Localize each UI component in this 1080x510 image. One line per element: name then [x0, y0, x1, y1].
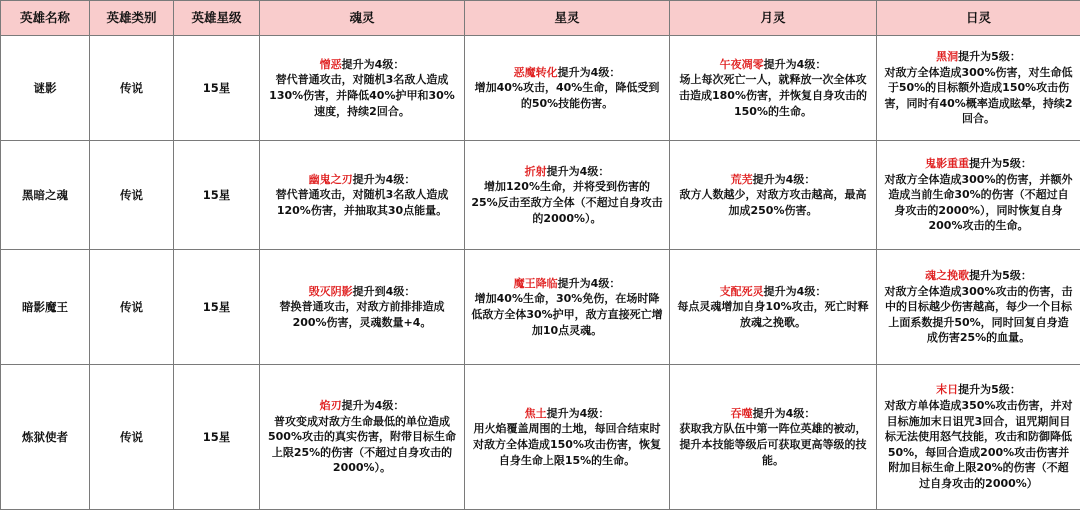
skill-desc: 增加40%攻击，40%生命，降低受到的50%技能伤害。 — [475, 81, 660, 110]
star-spirit-cell — [465, 250, 670, 365]
skill-desc: 替代普通攻击，对随机3名敌人造成120%伤害，并抽取其30点能量。 — [276, 188, 449, 217]
skill-name: 魔王降临 — [514, 277, 558, 290]
table-row — [1, 36, 1080, 141]
skill-level: 提升为4级： — [342, 399, 405, 412]
skill-name: 折射 — [525, 165, 547, 178]
skill-name: 毁灭阴影 — [309, 285, 353, 298]
moon-spirit-cell — [670, 141, 877, 250]
sun-spirit-cell — [877, 250, 1080, 365]
skill-level: 提升到4级： — [353, 285, 416, 298]
hero-star-cell: 15星 — [174, 365, 260, 510]
star-spirit-cell — [465, 365, 670, 510]
skill-name: 支配死灵 — [720, 285, 764, 298]
moon-spirit-cell — [670, 36, 877, 141]
skill-desc: 替代普通攻击，对随机3名敌人造成130%伤害，并降低40%护甲和30%速度，持续2回合。 — [269, 73, 455, 117]
header-moon-spirit: 月灵 — [670, 1, 877, 36]
star-spirit-cell — [465, 141, 670, 250]
soul-spirit-cell — [260, 250, 465, 365]
moon-spirit-cell — [670, 365, 877, 510]
soul-spirit-cell — [260, 141, 465, 250]
sun-spirit-cell — [877, 141, 1080, 250]
hero-type-cell: 传说 — [90, 36, 174, 141]
hero-type-cell: 传说 — [90, 141, 174, 250]
soul-spirit-cell — [260, 36, 465, 141]
skill-name: 末日 — [936, 383, 958, 396]
skill-level: 提升为4级： — [547, 407, 610, 420]
skill-level: 提升为4级： — [342, 58, 405, 71]
skill-desc: 增加40%生命，30%免伤，在场时降低敌方全体30%护甲，敌方直接死亡增加10点灵魂。 — [471, 292, 662, 336]
skill-desc: 敌方人数越少，对敌方攻击越高，最高加成250%伤害。 — [680, 188, 867, 217]
skill-name: 黑洞 — [936, 50, 958, 63]
skill-desc: 每点灵魂增加自身10%攻击，死亡时释放魂之挽歌。 — [677, 300, 868, 329]
skill-desc: 对敌方单体造成350%攻击伤害，并对目标施加末日诅咒3回合，诅咒期间目标无法使用怒气技能，攻击和防御降低50%，每回合造成200%攻击伤害并附加目标生命上限20%的伤害（不超过自身攻击的2000%） — [885, 399, 1073, 490]
skill-desc: 增加120%生命，并将受到伤害的25%反击至敌方全体（不超过自身攻击的2000%）。 — [471, 180, 662, 224]
skill-name: 鬼影重重 — [925, 157, 969, 170]
skill-name: 荒芜 — [731, 173, 753, 186]
skill-desc: 获取我方队伍中第一阵位英雄的被动，提升本技能等级后可获取更高等级的技能。 — [680, 422, 867, 466]
skill-level: 提升为5级： — [969, 157, 1032, 170]
skill-level: 提升为5级： — [969, 269, 1032, 282]
hero-type-cell: 传说 — [90, 250, 174, 365]
header-star-spirit: 星灵 — [465, 1, 670, 36]
hero-star-cell: 15星 — [174, 36, 260, 141]
skill-level: 提升为4级： — [753, 407, 816, 420]
skill-name: 吞噬 — [731, 407, 753, 420]
skill-desc: 场上每次死亡一人，就释放一次全体攻击造成180%伤害，并恢复自身攻击的150%的生命。 — [679, 73, 867, 117]
skill-level: 提升为4级： — [764, 285, 827, 298]
skill-desc: 用火焰覆盖周围的土地，每回合结束时对敌方全体造成150%攻击伤害，恢复自身生命上限15%的生命。 — [473, 422, 661, 466]
header-sun-spirit: 日灵 — [877, 1, 1080, 36]
hero-star-cell: 15星 — [174, 250, 260, 365]
soul-spirit-cell — [260, 365, 465, 510]
skill-level: 提升为5级： — [958, 50, 1021, 63]
skill-name: 焰刃 — [320, 399, 342, 412]
table-row — [1, 141, 1080, 250]
skill-name: 焦土 — [525, 407, 547, 420]
sun-spirit-cell — [877, 36, 1080, 141]
skill-level: 提升为4级： — [558, 277, 621, 290]
skill-name: 幽鬼之刃 — [309, 173, 353, 186]
hero-name-cell: 炼狱使者 — [1, 365, 90, 510]
skill-desc: 对敌方全体造成300%伤害，对生命低于50%的目标额外造成150%攻击伤害，同时有40%概率造成眩晕，持续2回合。 — [885, 66, 1073, 126]
header-soul-spirit: 魂灵 — [260, 1, 465, 36]
skill-level: 提升为5级： — [958, 383, 1021, 396]
skill-level: 提升为4级： — [547, 165, 610, 178]
hero-type-cell: 传说 — [90, 365, 174, 510]
star-spirit-cell — [465, 36, 670, 141]
header-hero-star: 英雄星级 — [174, 1, 260, 36]
skill-desc: 普攻变成对敌方生命最低的单位造成500%攻击的真实伤害，附带目标生命上限25%的伤害（不超过自身攻击的2000%）。 — [268, 415, 456, 475]
skill-level: 提升为4级： — [764, 58, 827, 71]
skill-name: 恶魔转化 — [514, 66, 558, 79]
skill-desc: 替换普通攻击，对敌方前排排造成200%伤害，灵魂数量+4。 — [280, 300, 445, 329]
skill-name: 午夜凋零 — [720, 58, 764, 71]
hero-star-cell: 15星 — [174, 141, 260, 250]
hero-name-cell: 暗影魔王 — [1, 250, 90, 365]
header-hero-name: 英雄名称 — [1, 1, 90, 36]
skill-level: 提升为4级： — [558, 66, 621, 79]
header-row — [1, 1, 1080, 36]
hero-name-cell: 谜影 — [1, 36, 90, 141]
table-row — [1, 250, 1080, 365]
moon-spirit-cell — [670, 250, 877, 365]
header-hero-type: 英雄类别 — [90, 1, 174, 36]
skill-desc: 对敌方全体造成300%攻击的伤害，击中的目标越少伤害越高，每少一个目标上面系数提升50%，同时回复自身造成伤害25%的血量。 — [885, 285, 1073, 345]
skill-name: 憎恶 — [320, 58, 342, 71]
skill-level: 提升为4级： — [753, 173, 816, 186]
skill-desc: 对敌方全体造成300%的伤害，并额外造成当前生命30%的伤害（不超过自身攻击的2000%），同时恢复自身200%攻击的生命。 — [885, 173, 1073, 233]
table-row — [1, 365, 1080, 510]
sun-spirit-cell — [877, 365, 1080, 510]
skill-name: 魂之挽歌 — [925, 269, 969, 282]
hero-name-cell: 黑暗之魂 — [1, 141, 90, 250]
skill-level: 提升为4级： — [353, 173, 416, 186]
